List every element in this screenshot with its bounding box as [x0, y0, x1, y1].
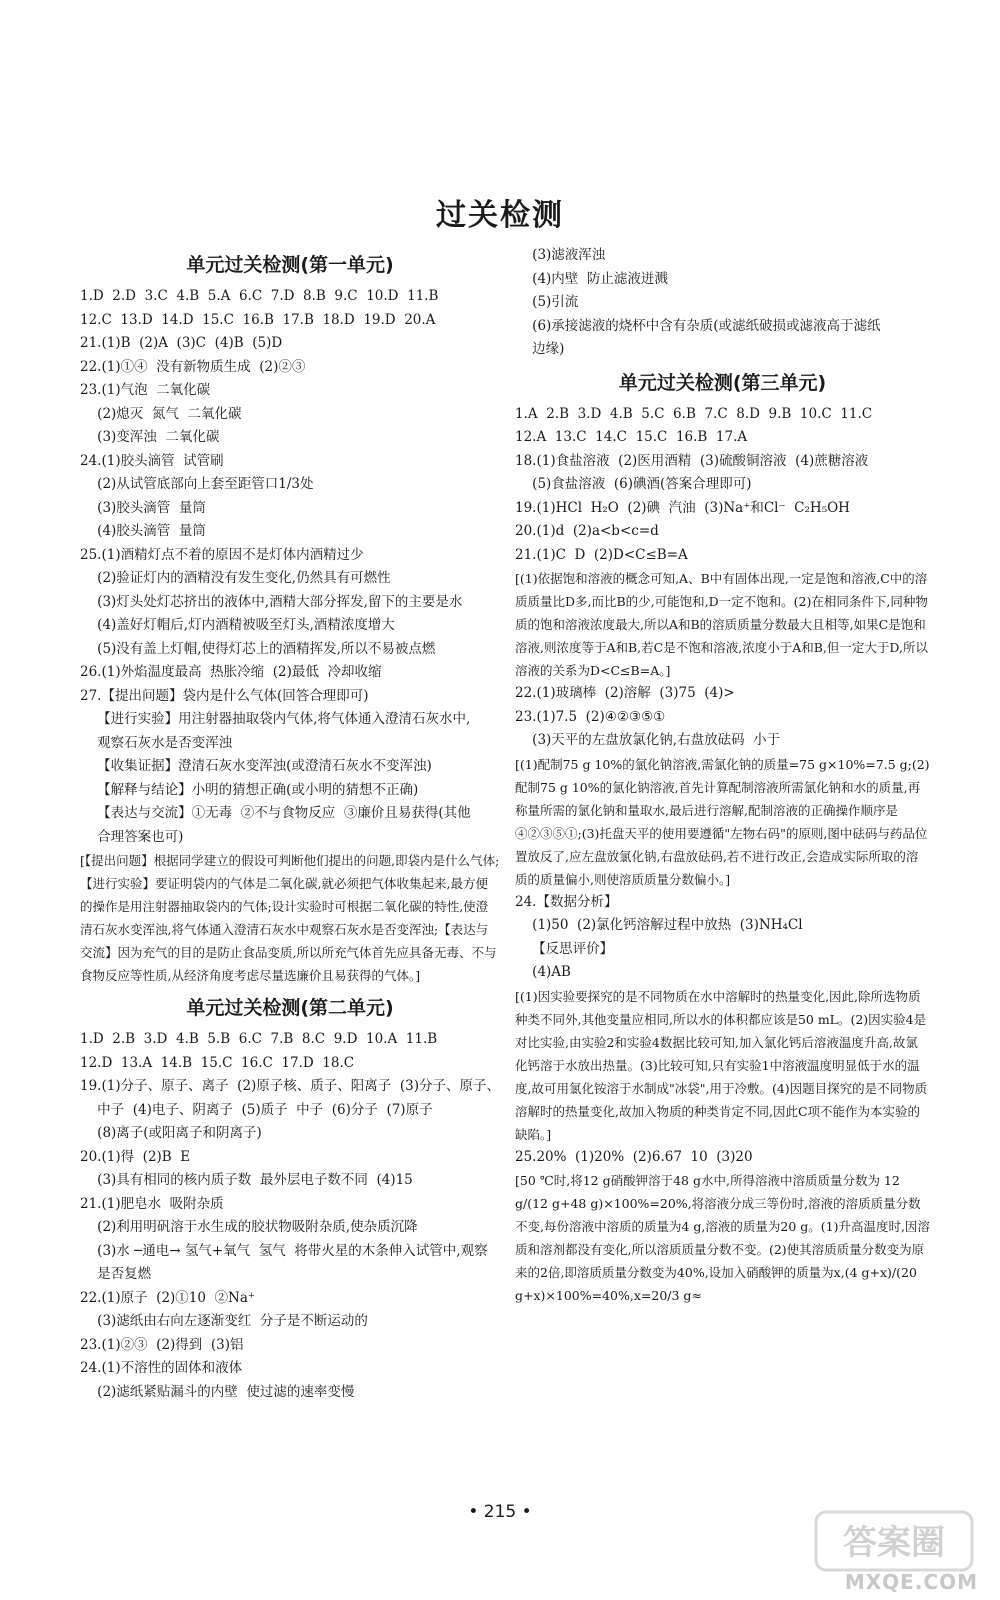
answer-line: 25.20% (1)20% (2)6.67 10 (3)20 — [515, 1148, 753, 1165]
answer-line: (3)灯头处灯芯挤出的液体中,酒精大部分挥发,留下的主要是水 — [80, 593, 463, 610]
answer-line: 合理答案也可) — [80, 828, 184, 845]
answer-line: 19.(1)分子、原子、离子 (2)原子核、质子、阳离子 (3)分子、原子、 — [80, 1078, 501, 1094]
answer-line: 【收集证据】澄清石灰水变浑浊(或澄清石灰水不变浑浊) — [80, 758, 432, 774]
unit3-answers-2 — [515, 682, 930, 753]
unit1-explanation: [【提出问题】根据同学建立的假设可判断他们提出的问题,即袋内是什么气体;【进行实验】要证明袋内的气体是二氧化碳,就必须把气体收集起来,最方便的操作是用注射器抽取袋内的气体;设计实验时可根据二氧化碳的特性,使澄清石灰水变浑浊,将气体通入澄清石灰水中观察石灰水是否变浑浊;【表达与交流】因为充气的目的是防止食品变质,所以所充气体首先应具备无毒、不与食物反应等性质,从经济角度考虑尽量选廉价且易获得的气体。] — [80, 853, 500, 983]
unit3-answers-4 — [515, 1146, 930, 1170]
unit3-answers-3 — [515, 891, 930, 985]
answer-line: 24.【数据分析】 — [515, 893, 618, 910]
answer-line: 19.(1)HCl H₂O (2)碘 汽油 (3)Na⁺和Cl⁻ C₂H₅OH — [515, 499, 850, 516]
answer-line: 【解释与结论】小明的猜想正确(或小明的猜想不正确) — [80, 781, 419, 798]
answer-line: 21.(1)肥皂水 吸附杂质 — [80, 1195, 224, 1212]
answer-line: 26.(1)外焰温度最高 热胀冷缩 (2)最低 冷却收缩 — [80, 664, 382, 680]
q23-explanation: [(1)配制75 g 10%的氯化钠溶液,需氯化钠的质量=75 g×10%=7.5 g;(2)配制75 g 10%的氯化钠溶液,首先计算配制溶液所需氯化钠和水的质量,再称量所需的氯化钠和量取水,最后进行溶解,配制溶液的正确操作顺序是④②③⑤①;(3)托盘天平的使用要遵循"左物右码"的原则,图中砝码与药品位置放反了,应左盘放氯化钠,右盘放砝码,若不进行改正,会造成实际所取的溶质的质量偏小,则使溶质质量分数偏小。] — [515, 756, 930, 887]
answer-line: (2)利用明矾溶于水生成的胶状物吸附杂质,使杂质沉降 — [80, 1219, 418, 1235]
page-title: 过关检测 — [436, 198, 564, 233]
q25-explanation: [50 ℃时,将12 g硝酸钾溶于48 g水中,所得溶液中溶质质量分数为 12 g/(12 g+48 g)×100%=20%,将溶液分成三等份时,溶液的溶质质量分数不变,每份溶液中溶质的质量为4 g,溶液的质量为20 g。(1)升高温度时,因溶质和溶剂都没有变化,所以溶质质量分数不变。(2)使其溶质质量分数变为原来的2倍,即溶质质量分数变为40%,设加入硝酸钾的质量为x,(4 g+x)/(20 g+x)×100%=40%,x=20/3 g≈ — [515, 1173, 930, 1303]
answer-line: 27.【提出问题】袋内是什么气体(回答合理即可) — [80, 687, 369, 704]
answer-line: 21.(1)B (2)A (3)C (4)B (5)D — [80, 335, 283, 351]
answer-line: (5)没有盖上灯帽,使得灯芯上的酒精挥发,所以不易被点燃 — [80, 640, 436, 657]
answer-line: (5)引流 — [515, 294, 579, 310]
answer-line: 12.A 13.C 14.C 15.C 16.B 17.A — [515, 429, 748, 445]
answer-line: 21.(1)C D (2)D<C≤B=A — [515, 546, 688, 563]
answer-line: (3)变浑浊 二氧化碳 — [80, 429, 220, 445]
watermark-url: MXQE.COM — [844, 1570, 978, 1594]
page-number: • 215 • — [468, 1502, 532, 1522]
q21-explanation: [(1)依据饱和溶液的概念可知,A、B中有固体出现,一定是饱和溶液,C中的溶质质量比D多,而比B的少,可能饱和,D一定不饱和。(2)在相同条件下,同种物质的饱和溶液浓度最大,所以A和B的溶质质量分数最大且相等,如果C是饱和溶液,则浓度等于A和B,若C是不饱和溶液,浓度小于A和B,但一定大于D,所以溶液的关系为D<C≤B=A。] — [515, 571, 928, 678]
answer-line: 23.(1)气泡 二氧化碳 — [80, 382, 211, 398]
unit2-continued-answers — [515, 244, 930, 362]
answer-line: (2)滤纸紧贴漏斗的内壁 使过滤的速率变慢 — [80, 1383, 355, 1400]
answer-line: (2)熄灭 氮气 二氧化碳 — [80, 405, 242, 422]
answer-line: 1.A 2.B 3.D 4.B 5.C 6.B 7.C 8.D 9.B 10.C 11.C — [515, 405, 873, 422]
answer-line: (3)具有相同的核内质子数 最外层电子数不同 (4)15 — [80, 1172, 413, 1188]
answer-line: 24.(1)胶头滴管 试管刷 — [80, 452, 224, 469]
unit1-title: 单元过关检测(第一单元) — [186, 254, 394, 276]
answer-line: (2)验证灯内的酒精没有发生变化,仍然具有可燃性 — [80, 570, 391, 586]
answer-line: 【表达与交流】①无毒 ②不与食物反应 ③廉价且易获得(其他 — [80, 805, 471, 821]
answer-line: (4)盖好灯帽后,灯内酒精被吸至灯头,酒精浓度增大 — [80, 617, 395, 633]
answer-line: (3)天平的左盘放氯化钠,右盘放砝码 小于 — [515, 732, 781, 748]
answer-line: 25.(1)酒精灯点不着的原因不是灯体内酒精过少 — [80, 546, 364, 563]
answer-line: (3)滤纸由右向左逐渐变红 分子是不断运动的 — [80, 1313, 368, 1329]
unit2-title: 单元过关检测(第二单元) — [186, 997, 394, 1019]
answer-line: (8)离子(或阳离子和阴离子) — [80, 1125, 262, 1141]
answer-line: (4)AB — [515, 964, 571, 980]
answer-line: (3)水 ─通电→ 氢气+氧气 氢气 将带火星的木条伸入试管中,观察 — [80, 1242, 488, 1259]
watermark-logo — [814, 1510, 974, 1572]
answer-line: 12.C 13.D 14.D 15.C 16.B 17.B 18.D 19.D 20.A — [80, 311, 436, 328]
answer-line: 20.(1)d (2)a<b<c=d — [515, 523, 659, 539]
answer-line: 18.(1)食盐溶液 (2)医用酒精 (3)硫酸铜溶液 (4)蔗糖溶液 — [515, 452, 869, 469]
answer-line: 中子 (4)电子、阴离子 (5)质子 中子 (6)分子 (7)原子 — [80, 1101, 433, 1118]
answer-line: (5)食盐溶液 (6)碘酒(答案合理即可) — [515, 476, 752, 492]
unit3-answers — [515, 403, 930, 568]
answer-line: (4)胶头滴管 量筒 — [80, 523, 206, 539]
unit1-answers — [80, 285, 500, 849]
svg-text:答案圈: 答案圈 — [843, 1523, 945, 1563]
answer-line: 12.D 13.A 14.B 15.C 16.C 17.D 18.C — [80, 1054, 355, 1071]
answer-line: 22.(1)①④ 没有新物质生成 (2)②③ — [80, 358, 306, 375]
answer-line: (1)50 (2)氯化钙溶解过程中放热 (3)NH₄Cl — [515, 917, 803, 933]
answer-line: 20.(1)得 (2)B E — [80, 1148, 191, 1165]
unit3-title: 单元过关检测(第三单元) — [618, 371, 827, 394]
answer-line: 1.D 2.D 3.C 4.B 5.A 6.C 7.D 8.B 9.C 10.D 11.B — [80, 288, 439, 304]
answer-line: 【反思评价】 — [515, 940, 614, 957]
answer-line: 23.(1)7.5 (2)④②③⑤① — [515, 708, 666, 725]
answer-line: 1.D 2.B 3.D 4.B 5.B 6.C 7.B 8.C 9.D 10.A 11.B — [80, 1031, 438, 1047]
right-column — [515, 244, 930, 1307]
answer-line: 是否复燃 — [80, 1266, 152, 1282]
answer-line: 观察石灰水是否变浑浊 — [80, 734, 233, 751]
answer-line: (6)承接滤液的烧杯中含有杂质(或滤纸破损或滤液高于滤纸 — [515, 317, 881, 334]
answer-line: (2)从试管底部向上套至距管口1/3处 — [80, 476, 314, 492]
answer-line: 22.(1)原子 (2)①10 ②Na⁺ — [80, 1289, 256, 1306]
answer-line: (4)内壁 防止滤液迸溅 — [515, 270, 668, 287]
answer-line: 23.(1)②③ (2)得到 (3)铝 — [80, 1336, 244, 1353]
answer-line: 边缘) — [515, 341, 565, 357]
answer-line: (3)胶头滴管 量筒 — [80, 499, 206, 516]
left-column — [80, 244, 500, 1404]
q24-explanation: [(1)因实验要探究的是不同物质在水中溶解时的热量变化,因此,除所选物质种类不同外,其他变量应相同,所以水的体积都应该是50 mL。(2)因实验4是对比实验,由实验2和实验4数据比较可知,加入氯化钙后溶液温度升高,故氯化钙溶于水放出热量。(3)比较可知,只有实验1中溶液温度明显低于水的温度,故可用氯化铵溶于水制成"冰袋",用于冷敷。(4)因题目探究的是不同物质溶解时的热量变化,故加入物质的种类肯定不同,因此C项不能作为本实验的缺陷。] — [515, 988, 928, 1142]
answer-line: 【进行实验】用注射器抽取袋内气体,将气体通入澄清石灰水中, — [80, 711, 471, 727]
unit2-answers — [80, 1028, 500, 1404]
answer-line: 24.(1)不溶性的固体和液体 — [80, 1360, 243, 1376]
answer-line: (3)滤液浑浊 — [515, 247, 606, 263]
answer-line: 22.(1)玻璃棒 (2)溶解 (3)75 (4)> — [515, 685, 735, 701]
